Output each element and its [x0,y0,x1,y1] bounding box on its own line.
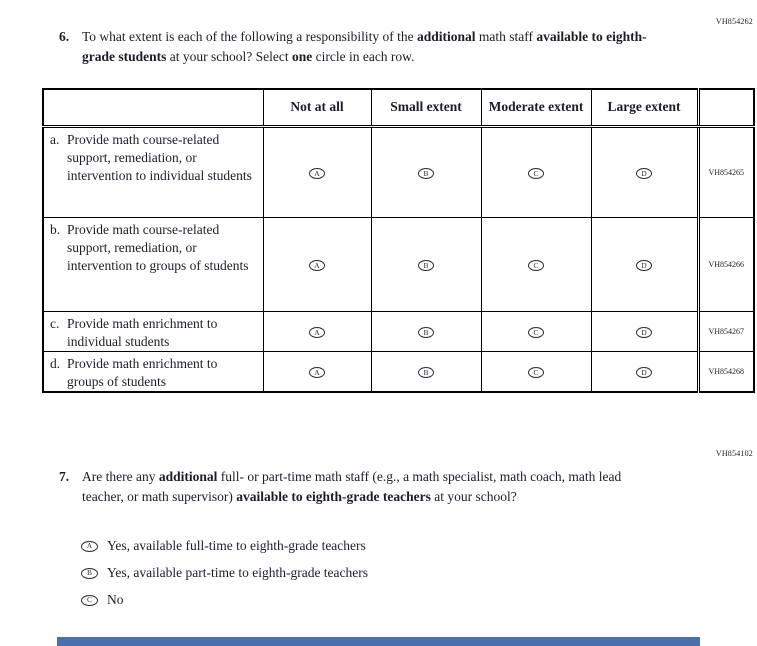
answer-bubble-a[interactable]: A [309,260,325,271]
answer-cell [371,351,481,392]
statement-header-cell [43,89,263,126]
answer-bubble-a[interactable]: A [309,168,325,179]
row-letter: c. [50,315,60,331]
answer-bubble-d[interactable]: D [636,260,652,271]
row-code: VH854267 [698,311,754,351]
option-label: No [107,592,124,607]
answer-bubble-c[interactable]: C [528,367,544,378]
answer-bubble-d[interactable]: D [636,367,652,378]
column-header-2: Small extent [371,89,481,126]
row-statement [43,351,263,392]
column-header-4: Large extent [591,89,698,126]
row-statement [43,126,263,217]
table-body [43,126,754,392]
answer-cell [371,126,481,217]
question-7 [59,467,659,506]
row-code: VH854266 [698,217,754,311]
answer-bubble-c[interactable]: C [528,168,544,179]
row-letter: b. [50,221,61,237]
question-7-number: 7. [59,469,70,484]
question-6-text: To what extent is each of the following a responsibility of the additional math staff available to eighth-grade students at your school? Select one circle in each row. [82,29,647,64]
row-statement-text: Provide math enrichment to groups of students [67,355,218,389]
answer-bubble-b[interactable]: B [418,168,434,179]
answer-bubble-b[interactable]: B [418,260,434,271]
row-letter: a. [50,131,60,147]
answer-bubble-b[interactable]: B [418,367,434,378]
option-label: Yes, available part-time to eighth-grade teachers [107,565,369,580]
column-header-3: Moderate extent [481,89,591,126]
question-6 [59,27,663,66]
table-row-c [43,311,754,351]
question-7-options [81,537,368,618]
answer-bubble-c[interactable]: C [528,327,544,338]
answer-cell [263,217,371,311]
option-bubble-b[interactable]: B [81,568,98,579]
row-code: VH854265 [698,126,754,217]
answer-cell [591,351,698,392]
option-label: Yes, available full-time to eighth-grade teachers [107,538,366,553]
table-header-row [43,89,754,126]
row-statement-text: Provide math course-related support, remediation, or intervention to individual students [67,131,252,183]
answer-bubble-a[interactable]: A [309,367,325,378]
question-6-code: VH854262 [715,17,753,26]
answer-cell [263,311,371,351]
column-header-1: Not at all [263,89,371,126]
answer-cell [481,351,591,392]
question-7-code: VH854102 [715,449,753,458]
code-header-cell [698,89,754,126]
answer-bubble-b[interactable]: B [418,327,434,338]
answer-bubble-d[interactable]: D [636,168,652,179]
row-statement [43,311,263,351]
option-row-c [81,591,368,609]
option-bubble-a[interactable]: A [81,541,98,552]
answer-cell [263,126,371,217]
option-row-a [81,537,368,555]
answer-cell [481,217,591,311]
question-6-number: 6. [59,29,70,44]
option-row-b [81,564,368,582]
answer-cell [371,311,481,351]
answer-cell [591,311,698,351]
answer-cell [591,217,698,311]
answer-cell [263,351,371,392]
row-statement [43,217,263,311]
row-letter: d. [50,355,61,371]
row-statement-text: Provide math course-related support, remediation, or intervention to groups of students [67,221,249,273]
answer-cell [481,311,591,351]
table-row-b [43,217,754,311]
answer-cell [481,126,591,217]
answer-bubble-a[interactable]: A [309,327,325,338]
answer-bubble-d[interactable]: D [636,327,652,338]
question-7-text: Are there any additional full- or part-time math staff (e.g., a math specialist, math coach, math lead teacher, or math supervisor) available to eighth-grade teachers at your school? [82,469,622,504]
question-6-table [42,88,755,393]
answer-bubble-c[interactable]: C [528,260,544,271]
row-code: VH854268 [698,351,754,392]
option-bubble-c[interactable]: C [81,595,98,606]
footer-bar [57,637,700,646]
row-statement-text: Provide math enrichment to individual students [67,315,218,349]
table-row-a [43,126,754,217]
answer-cell [591,126,698,217]
table-row-d [43,351,754,392]
answer-cell [371,217,481,311]
